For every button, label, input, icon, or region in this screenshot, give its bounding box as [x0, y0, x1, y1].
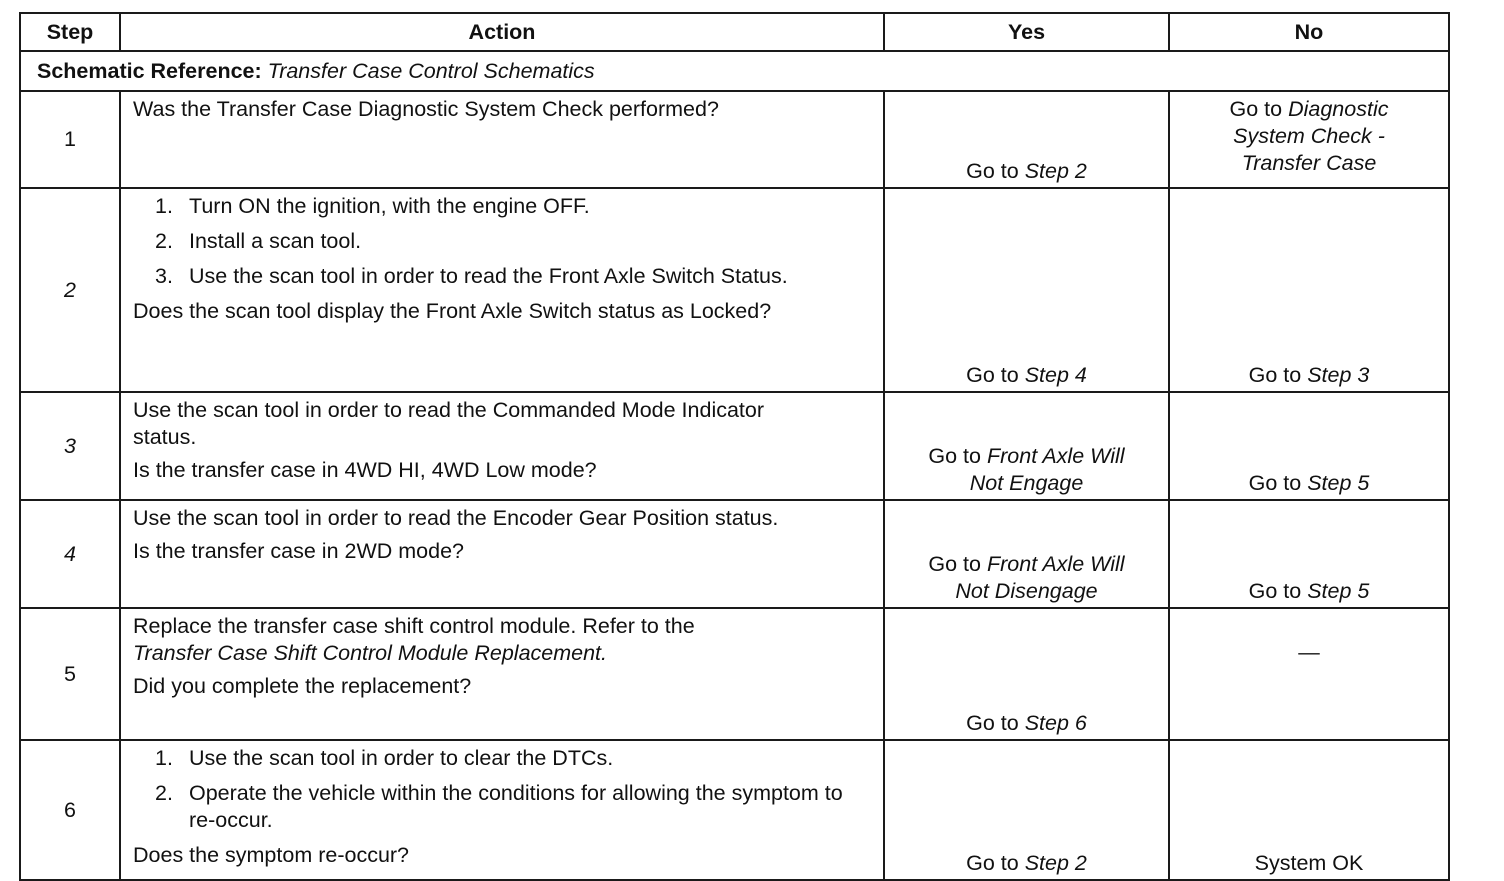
no-link[interactable]: System Check -	[1233, 124, 1385, 148]
yes-cell	[884, 392, 1169, 500]
yes-cell	[884, 500, 1169, 608]
list-item	[155, 745, 871, 772]
action-question: Was the Transfer Case Diagnostic System Check performed?	[133, 97, 719, 121]
yes-prefix: Go to	[928, 552, 981, 576]
list-item	[155, 193, 871, 220]
step-number: 3	[20, 392, 120, 500]
header-action: Action	[120, 13, 884, 51]
yes-link[interactable]: Step 4	[1024, 363, 1087, 387]
list-item-text: Use the scan tool in order to clear the DTCs.	[189, 746, 614, 770]
step-number: 4	[20, 500, 120, 608]
no-link[interactable]: Transfer Case	[1241, 151, 1377, 175]
list-item	[155, 263, 829, 290]
schematic-reference	[20, 51, 1449, 91]
action-cell	[120, 608, 884, 740]
yes-link[interactable]: Step 2	[1024, 159, 1087, 183]
no-cell	[1169, 188, 1449, 392]
step-number: 1	[20, 91, 120, 188]
no-cell	[1169, 608, 1449, 740]
yes-cell	[884, 188, 1169, 392]
no-cell	[1169, 740, 1449, 880]
action-question: Does the scan tool display the Front Axle Switch status as Locked?	[133, 299, 772, 323]
no-link[interactable]: Step 3	[1307, 363, 1370, 387]
schematic-reference-link[interactable]: Transfer Case Control Schematics	[267, 58, 595, 83]
list-item	[155, 780, 859, 834]
no-link[interactable]: Diagnostic	[1288, 97, 1389, 121]
yes-cell	[884, 91, 1169, 188]
yes-link[interactable]: Front Axle Will	[986, 444, 1125, 468]
list-item-number: 1.	[155, 194, 173, 218]
list-item-number: 2.	[155, 781, 173, 805]
action-text: Replace the transfer case shift control module. Refer to the	[133, 614, 695, 638]
list-item-text: Turn ON the ignition, with the engine OFF.	[189, 194, 590, 218]
no-prefix: Go to	[1229, 97, 1283, 121]
table-row	[20, 500, 1449, 608]
action-cell	[120, 188, 884, 392]
no-prefix: Go to	[1248, 579, 1302, 603]
step-number: 2	[20, 188, 120, 392]
list-item-number: 2.	[155, 229, 173, 253]
diagnostic-table	[19, 12, 1450, 881]
yes-link[interactable]: Not Disengage	[955, 579, 1098, 603]
step-number: 5	[20, 608, 120, 740]
yes-prefix: Go to	[966, 851, 1019, 875]
action-text: Use the scan tool in order to read the Commanded Mode Indicator status.	[133, 398, 765, 449]
no-prefix: Go to	[1248, 363, 1302, 387]
action-steps-list	[133, 745, 871, 834]
schematic-reference-row	[20, 51, 1449, 91]
action-question: Did you complete the replacement?	[133, 674, 472, 698]
list-item	[155, 228, 871, 255]
yes-link[interactable]: Step 2	[1024, 851, 1087, 875]
yes-cell	[884, 608, 1169, 740]
header-no: No	[1169, 13, 1449, 51]
action-cell	[120, 740, 884, 880]
no-value: —	[1298, 640, 1320, 664]
yes-prefix: Go to	[966, 363, 1019, 387]
action-question: Does the symptom re-occur?	[133, 843, 410, 867]
schematic-reference-label: Schematic Reference:	[37, 58, 262, 83]
action-cell	[120, 500, 884, 608]
list-item-text: Use the scan tool in order to read the Front Axle Switch Status.	[189, 264, 788, 288]
no-link[interactable]: Step 5	[1307, 471, 1370, 495]
yes-link[interactable]: Not Engage	[969, 471, 1084, 495]
action-reference-link[interactable]: Transfer Case Shift Control Module Replacement.	[133, 641, 608, 665]
header-yes: Yes	[884, 13, 1169, 51]
list-item-number: 1.	[155, 746, 173, 770]
action-cell	[120, 392, 884, 500]
table-row	[20, 740, 1449, 880]
table-row	[20, 608, 1449, 740]
yes-cell	[884, 740, 1169, 880]
no-cell	[1169, 392, 1449, 500]
list-item-text: Operate the vehicle within the conditions for allowing the symptom to re-occur.	[189, 781, 843, 832]
action-cell	[120, 91, 884, 188]
step-number: 6	[20, 740, 120, 880]
header-step: Step	[20, 13, 120, 51]
no-link[interactable]: Step 5	[1307, 579, 1370, 603]
table-row	[20, 91, 1449, 188]
yes-link[interactable]: Front Axle Will	[986, 552, 1125, 576]
yes-prefix: Go to	[966, 159, 1019, 183]
table-row	[20, 392, 1449, 500]
no-cell	[1169, 500, 1449, 608]
action-question: Is the transfer case in 4WD HI, 4WD Low mode?	[133, 458, 597, 482]
no-value: System OK	[1254, 851, 1364, 875]
list-item-text: Install a scan tool.	[189, 229, 362, 253]
action-text: Use the scan tool in order to read the Encoder Gear Position status.	[133, 506, 779, 530]
yes-prefix: Go to	[966, 711, 1019, 735]
yes-prefix: Go to	[928, 444, 981, 468]
action-question: Is the transfer case in 2WD mode?	[133, 539, 465, 563]
action-steps-list	[133, 193, 871, 290]
table-row	[20, 188, 1449, 392]
no-prefix: Go to	[1248, 471, 1302, 495]
yes-link[interactable]: Step 6	[1024, 711, 1087, 735]
header-row	[20, 13, 1449, 51]
no-cell	[1169, 91, 1449, 188]
list-item-number: 3.	[155, 264, 173, 288]
